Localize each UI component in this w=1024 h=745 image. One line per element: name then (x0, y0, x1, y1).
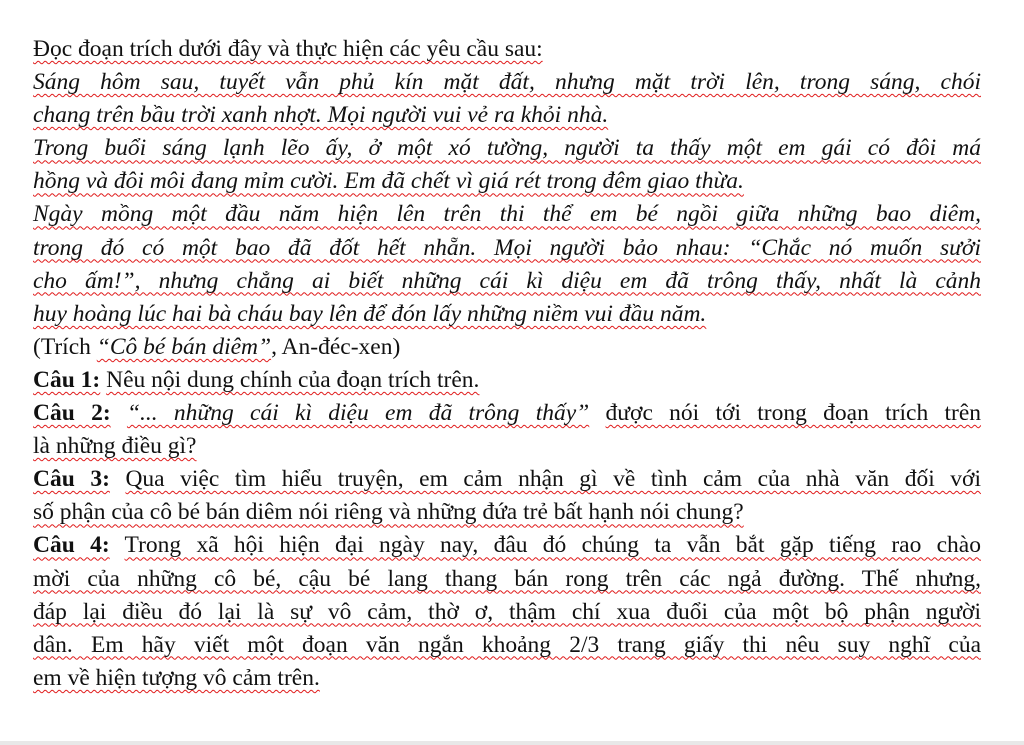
question-line (33, 364, 981, 397)
question-line (33, 397, 981, 430)
question-label: Câu 3: (33, 466, 110, 493)
source-author: , An-đéc-xen) (271, 333, 401, 360)
question-label: Câu 4: (33, 532, 110, 559)
document-page (33, 33, 981, 695)
question-text: Qua việc tìm hiểu truyện, em cảm nhận gì về tình cảm của nhà văn đối với (125, 466, 981, 493)
question-4 (33, 529, 981, 694)
page-bottom-edge (0, 741, 1024, 745)
question-line (33, 662, 981, 695)
question-line (33, 596, 981, 629)
question-text: được nói tới trong đoạn trích trên (605, 400, 982, 427)
source-title: “Cô bé bán diêm” (96, 333, 272, 360)
question-text: em về hiện tượng vô cảm trên. (33, 664, 320, 691)
passage-line: trong đó có một bao đã đốt hết nhẵn. Mọi người bảo nhau: “Chắc nó muốn sưởi (33, 234, 981, 261)
question-text: số phận của cô bé bán diêm nói riêng và những đứa trẻ bất hạnh nói chung? (33, 499, 744, 526)
question-text: Trong xã hội hiện đại ngày nay, đâu đó chúng ta vẫn bắt gặp tiếng rao chào (124, 532, 981, 559)
passage-line: chang trên bầu trời xanh nhợt. Mọi người vui vẻ ra khỏi nhà. (33, 102, 609, 129)
question-text: đáp lại điều đó lại là sự vô cảm, thờ ơ, thậm chí xua đuổi của một bộ phận người (33, 598, 981, 625)
question-label: Câu 2: (33, 400, 111, 427)
source-line (33, 331, 981, 364)
question-text: mời của những cô bé, cậu bé lang thang bán rong trên các ngả đường. Thế nhưng, (33, 565, 981, 592)
passage-line: Sáng hôm sau, tuyết vẫn phủ kín mặt đất, nhưng mặt trời lên, trong sáng, chói (33, 69, 981, 96)
passage-line: Ngày mồng một đầu năm hiện lên trên thi thể em bé ngồi giữa những bao diêm, (33, 201, 981, 228)
intro-line (33, 33, 981, 66)
question-line (33, 529, 981, 562)
question-label: Câu 1: (33, 366, 101, 393)
question-line (33, 563, 981, 596)
question-text: dân. Em hãy viết một đoạn văn ngắn khoảng 2/3 trang giấy thi nêu suy nghĩ của (33, 631, 981, 658)
question-3 (33, 463, 981, 529)
question-line (33, 496, 981, 529)
passage-line: Trong buổi sáng lạnh lẽo ấy, ở một xó tường, người ta thấy một em gái có đôi má (33, 135, 981, 162)
passage-line: cho ấm!”, nhưng chẳng ai biết những cái kì diệu em đã trông thấy, nhất là cảnh (33, 267, 981, 294)
question-line (33, 430, 981, 463)
passage-line: hồng và đôi môi đang mỉm cười. Em đã chết vì giá rét trong đêm giao thừa. (33, 168, 744, 195)
source-open: (Trích (33, 333, 97, 360)
question-1 (33, 364, 981, 397)
question-line (33, 629, 981, 662)
question-quote: “... những cái kì diệu em đã trông thấy” (126, 400, 590, 427)
passage-line: huy hoàng lúc hai bà cháu bay lên để đón lấy những niềm vui đầu năm. (33, 300, 707, 327)
passage (33, 66, 981, 331)
intro-text: Đọc đoạn trích dưới đây và thực hiện các yêu cầu sau: (33, 36, 543, 62)
question-text: là những điều gì? (33, 433, 197, 460)
question-text: Nêu nội dung chính của đoạn trích trên. (106, 366, 480, 393)
question-2 (33, 397, 981, 463)
question-line (33, 463, 981, 496)
